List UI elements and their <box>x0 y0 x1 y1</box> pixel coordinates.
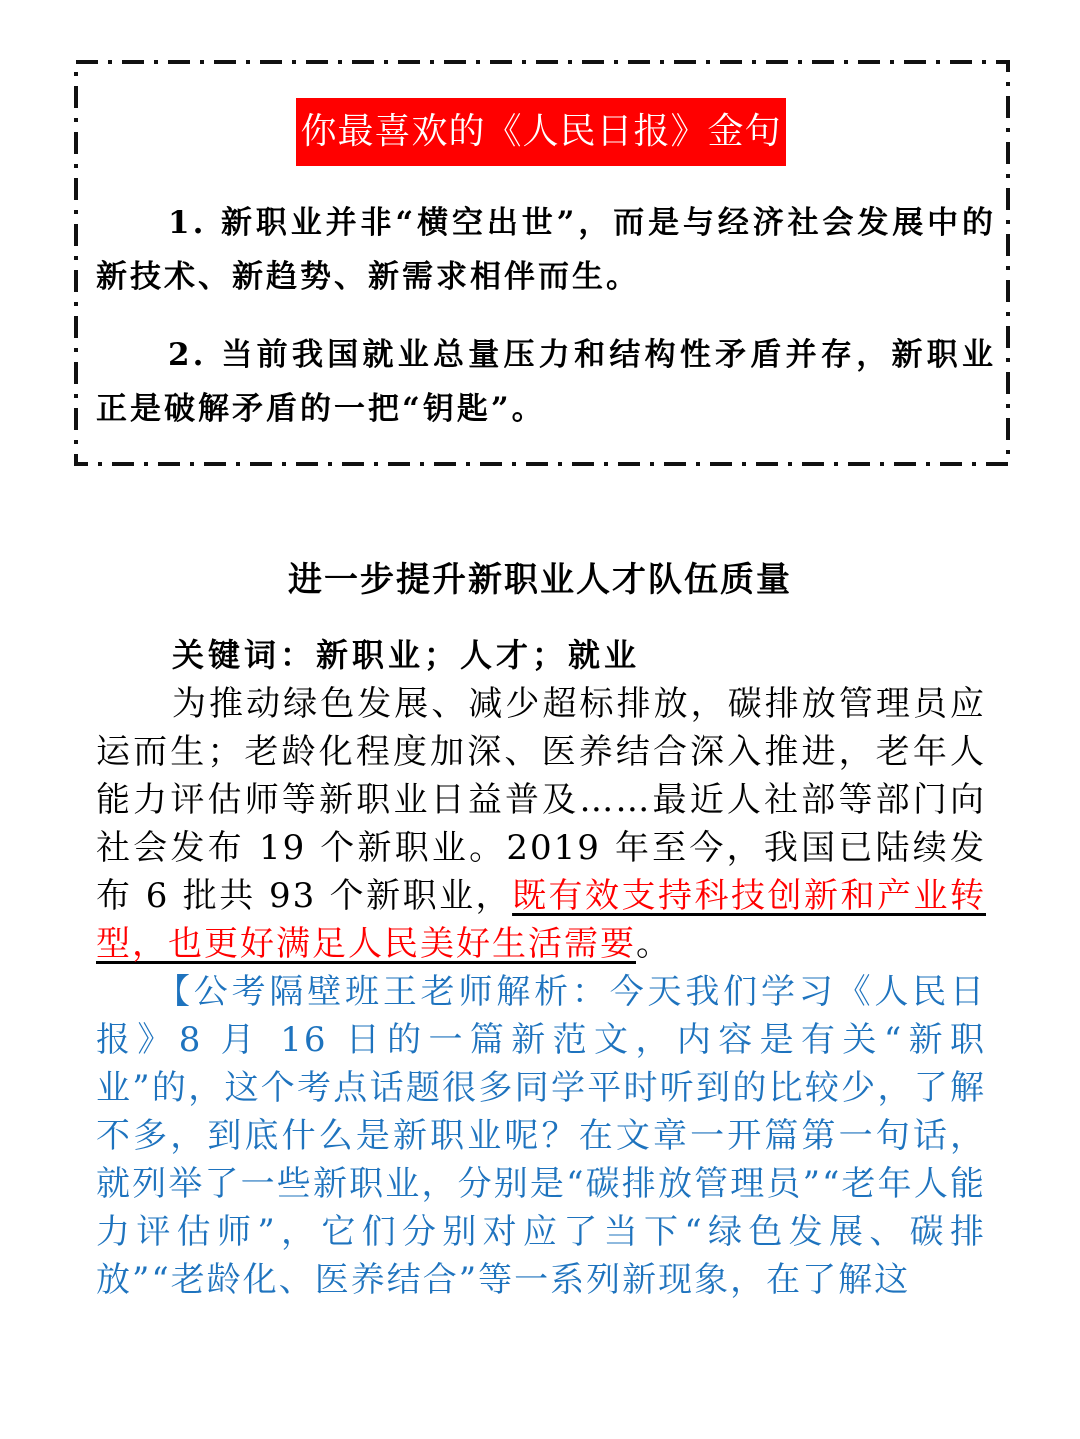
article-title: 进一步提升新职业人才队伍质量 <box>288 560 792 600</box>
body-text-plain: 为推动绿色发展、减少超标排放，碳排放管理员应运而生；老龄化程度加深、医养结合深入推进，老年人能力评估师等新职业日益普及……最近人社部等部门向社会发布 19 个新职业。2019 年至今，我国已陆续发布 6 批共 93 个新职业， <box>96 684 986 916</box>
body-text-end: 。 <box>636 924 672 964</box>
article-body <box>96 680 986 968</box>
body-highlight: 既有效支持科技创新和产业转型，也更好满足人民美好生活需要 <box>96 876 986 964</box>
quote-item-2: 2. 当前我国就业总量压力和结构性矛盾并存，新职业正是破解矛盾的一把“钥匙”。 <box>96 337 996 427</box>
quote-box-title: 你最喜欢的《人民日报》金句 <box>296 98 786 166</box>
article-keywords: 关键词：新职业；人才；就业 <box>172 636 641 674</box>
golden-quote-box <box>74 60 1010 466</box>
quote-item-1: 1. 新职业并非“横空出世”，而是与经济社会发展中的新技术、新趋势、新需求相伴而生。 <box>96 205 996 295</box>
teacher-analysis: 【公考隔壁班王老师解析：今天我们学习《人民日报》8 月 16 日的一篇新范文，内容是有关“新职业”的，这个考点话题很多同学平时听到的比较少，了解不多，到底什么是新职业呢？在文章一开篇第一句话，就列举了一些新职业，分别是“碳排放管理员”“老年人能力评估师”，它们分别对应了当下“绿色发展、碳排放”“老龄化、医养结合”等一系列新现象，在了解这 <box>96 972 986 1300</box>
